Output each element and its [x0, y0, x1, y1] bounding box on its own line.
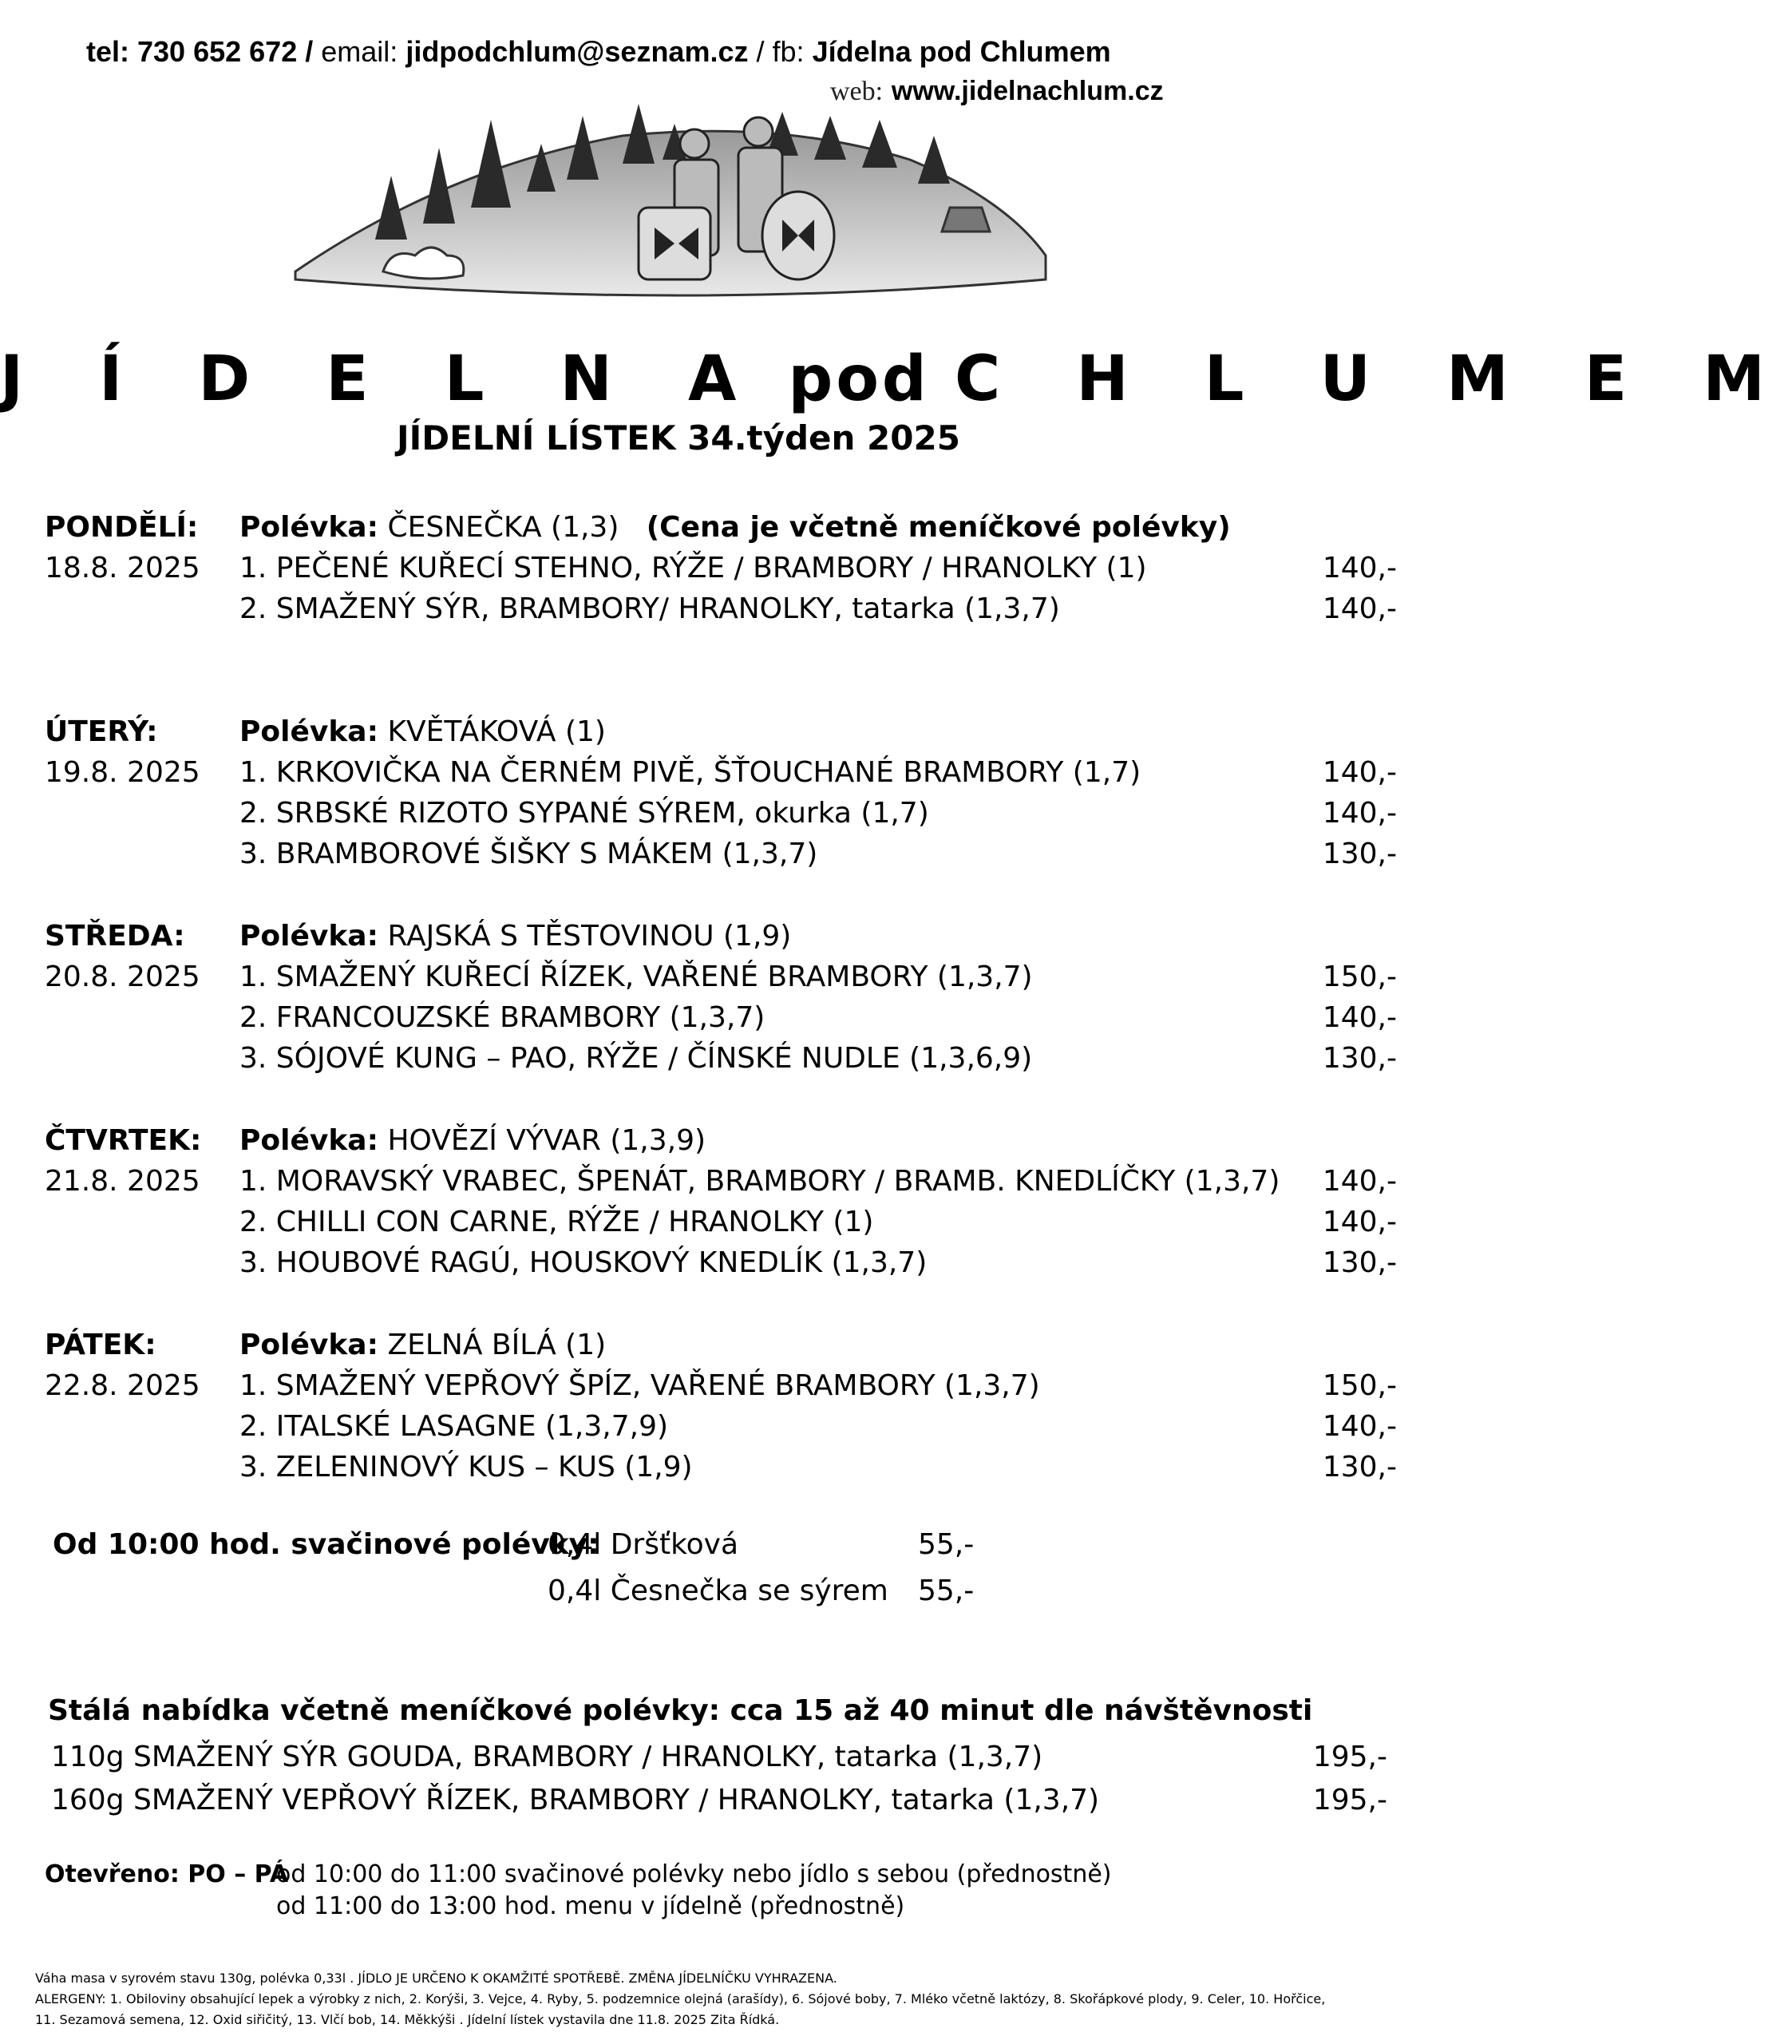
- soup-label: Polévka:: [239, 511, 378, 544]
- dish-price: 130,-: [1322, 1246, 1397, 1279]
- footer-line-2: ALERGENY: 1. Obiloviny obsahující lepek a výrobky z nich, 2. Korýši, 3. Vejce, 4. Ryby, 5. podzemnice olejná (arašídy), 6. Sójové boby, 7. Mléko včetně laktózy, 8. Skořápkové plody, 9. Celer, 10. Hořčice,: [35, 1991, 1326, 2006]
- contact-line: [86, 35, 1111, 69]
- dish-name: 1. MORAVSKÝ VRABEC, ŠPENÁT, BRAMBORY / BRAMB. KNEDLÍČKY (1,3,7): [239, 1165, 1280, 1198]
- separator: /: [305, 35, 314, 68]
- soup-label: Polévka:: [239, 1124, 378, 1157]
- soup-line: [239, 715, 606, 748]
- permanent-item-name: 160g SMAŽENÝ VEPŘOVÝ ŘÍZEK, BRAMBORY / HRANOLKY, tatarka (1,3,7): [51, 1784, 1100, 1816]
- footer-line-3: 11. Sezamová semena, 12. Oxid siřičitý, 13. Vlčí bob, 14. Měkkýši . Jídelní lístek vystavila dne 11.8. 2025 Zita Řídká.: [35, 2012, 780, 2027]
- dish-price: 140,-: [1322, 1165, 1397, 1198]
- soup-name: ČESNEČKA (1,3): [387, 511, 619, 544]
- dish-price: 130,-: [1322, 838, 1397, 870]
- hill-knights-illustration: [287, 72, 1054, 311]
- day-soup-row: [0, 1329, 1445, 1369]
- day-name: PÁTEK:: [45, 1329, 156, 1361]
- dish-price: 140,-: [1322, 552, 1397, 584]
- permanent-item-price: 195,-: [1312, 1741, 1387, 1773]
- snack-soup-price: 55,-: [918, 1528, 975, 1561]
- day-date: 19.8. 2025: [45, 756, 200, 789]
- soup-line: [239, 1329, 606, 1361]
- dish-price: 150,-: [1322, 961, 1397, 993]
- snack-soups-label: Od 10:00 hod. svačinové polévky:: [53, 1528, 599, 1561]
- dish-name: 2. ITALSKÉ LASAGNE (1,3,7,9): [239, 1410, 669, 1443]
- opening-line-2: od 11:00 do 13:00 hod. menu v jídelně (přednostně): [276, 1892, 905, 1920]
- dish-name: 2. FRANCOUZSKÉ BRAMBORY (1,3,7): [239, 1001, 765, 1034]
- dish-name: 2. CHILLI CON CARNE, RÝŽE / HRANOLKY (1): [239, 1206, 874, 1238]
- dish-price: 140,-: [1322, 797, 1397, 830]
- dish-row: [0, 756, 1445, 796]
- permanent-item-name: 110g SMAŽENÝ SÝR GOUDA, BRAMBORY / HRANOLKY, tatarka (1,3,7): [51, 1741, 1043, 1773]
- web-label: web:: [830, 77, 884, 106]
- separator: /: [756, 35, 765, 68]
- dish-price: 140,-: [1322, 1206, 1397, 1238]
- dish-row: [0, 838, 1445, 877]
- dish-name: 3. ZELENINOVÝ KUS – KUS (1,9): [239, 1451, 693, 1483]
- dish-row: [0, 1369, 1445, 1409]
- dish-row: [0, 961, 1445, 1000]
- email-value: jidpodchlum@seznam.cz: [405, 35, 749, 68]
- dish-name: 2. SRBSKÉ RIZOTO SYPANÉ SÝREM, okurka (1,7): [239, 797, 929, 830]
- tel-label: tel:: [86, 35, 129, 68]
- dish-price: 140,-: [1322, 1410, 1397, 1443]
- day-soup-row: [0, 715, 1445, 755]
- soup-line: [239, 1124, 706, 1157]
- dish-row: [0, 552, 1445, 592]
- soup-name: KVĚTÁKOVÁ (1): [387, 715, 606, 748]
- dish-name: 3. BRAMBOROVÉ ŠIŠKY S MÁKEM (1,3,7): [239, 838, 818, 870]
- dish-price: 150,-: [1322, 1369, 1397, 1402]
- permanent-offer-heading: Stálá nabídka včetně meníčkové polévky: cca 15 až 40 minut dle návštěvnosti: [48, 1694, 1313, 1727]
- soup-label: Polévka:: [239, 920, 378, 953]
- dish-row: [0, 1410, 1445, 1450]
- restaurant-title: [0, 343, 1792, 415]
- soup-name: RAJSKÁ S TĚSTOVINOU (1,9): [387, 920, 792, 953]
- day-name: STŘEDA:: [45, 920, 185, 953]
- permanent-item-price: 195,-: [1312, 1784, 1387, 1816]
- day-soup-row: [0, 920, 1445, 960]
- tel-value: 730 652 672: [137, 35, 298, 68]
- permanent-item: [0, 1741, 1445, 1781]
- dish-row: [0, 1165, 1445, 1205]
- soup-name: ZELNÁ BÍLÁ (1): [387, 1329, 607, 1361]
- day-soup-row: [0, 511, 1445, 551]
- dish-name: 3. HOUBOVÉ RAGÚ, HOUSKOVÝ KNEDLÍK (1,3,7): [239, 1246, 928, 1279]
- dish-name: 2. SMAŽENÝ SÝR, BRAMBORY/ HRANOLKY, tatarka (1,3,7): [239, 592, 1060, 625]
- dish-name: 1. PEČENÉ KUŘECÍ STEHNO, RÝŽE / BRAMBORY / HRANOLKY (1): [239, 552, 1147, 584]
- day-date: 22.8. 2025: [45, 1369, 200, 1402]
- dish-row: [0, 797, 1445, 837]
- dish-row: [0, 592, 1445, 632]
- dish-name: 3. SÓJOVÉ KUNG – PAO, RÝŽE / ČÍNSKÉ NUDLE (1,3,6,9): [239, 1042, 1033, 1075]
- dish-price: 140,-: [1322, 592, 1397, 625]
- snack-soup-name: 0,4l Česnečka se sýrem: [548, 1575, 888, 1607]
- soup-note: (Cena je včetně meníčkové polévky): [646, 511, 1231, 544]
- fb-value: Jídelna pod Chlumem: [812, 35, 1111, 68]
- day-name: ČTVRTEK:: [45, 1124, 202, 1157]
- day-date: 18.8. 2025: [45, 552, 200, 584]
- dish-price: 130,-: [1322, 1451, 1397, 1483]
- opening-label: Otevřeno: PO – PÁ: [45, 1860, 289, 1888]
- dish-row: [0, 1042, 1445, 1082]
- day-date: 20.8. 2025: [45, 961, 200, 993]
- soup-label: Polévka:: [239, 1329, 378, 1361]
- soup-line: [239, 920, 791, 953]
- snack-soup-name: 0,4l Dršťková: [548, 1528, 739, 1561]
- dish-price: 140,-: [1322, 756, 1397, 789]
- opening-line-1: od 10:00 do 11:00 svačinové polévky nebo jídlo s sebou (přednostně): [276, 1860, 1112, 1888]
- permanent-item: [0, 1784, 1445, 1824]
- email-label: email:: [321, 35, 398, 68]
- menu-week-subtitle: JÍDELNÍ LÍSTEK 34.týden 2025: [397, 418, 960, 458]
- dish-name: 1. SMAŽENÝ VEPŘOVÝ ŠPÍZ, VAŘENÉ BRAMBORY (1,3,7): [239, 1369, 1040, 1402]
- day-name: PONDĚLÍ:: [45, 511, 199, 544]
- dish-price: 140,-: [1322, 1001, 1397, 1034]
- title-part-1: J Í D E L N A: [0, 343, 764, 415]
- soup-name: HOVĚZÍ VÝVAR (1,3,9): [387, 1124, 706, 1157]
- title-part-pod: pod: [788, 343, 930, 415]
- footer-line-1: Váha masa v syrovém stavu 130g, polévka 0,33l . JÍDLO JE URČENO K OKAMŽITÉ SPOTŘEBĚ. ZMĚNA JÍDELNÍČKU VYHRAZENA.: [35, 1971, 837, 1986]
- day-soup-row: [0, 1124, 1445, 1164]
- day-date: 21.8. 2025: [45, 1165, 200, 1198]
- soup-line: [239, 511, 1231, 544]
- dish-name: 1. SMAŽENÝ KUŘECÍ ŘÍZEK, VAŘENÉ BRAMBORY (1,3,7): [239, 961, 1033, 993]
- snack-soup-price: 55,-: [918, 1575, 975, 1607]
- web-value: www.jidelnachlum.cz: [891, 76, 1164, 106]
- fb-label: fb:: [772, 35, 805, 68]
- dish-name: 1. KRKOVIČKA NA ČERNÉM PIVĚ, ŠŤOUCHANÉ BRAMBORY (1,7): [239, 756, 1141, 789]
- dish-price: 130,-: [1322, 1042, 1397, 1075]
- soup-label: Polévka:: [239, 715, 378, 748]
- dish-row: [0, 1246, 1445, 1286]
- dish-row: [0, 1001, 1445, 1041]
- title-part-2: C H L U M E M: [954, 343, 1792, 415]
- dish-row: [0, 1451, 1445, 1491]
- day-name: ÚTERÝ:: [45, 715, 158, 748]
- dish-row: [0, 1206, 1445, 1246]
